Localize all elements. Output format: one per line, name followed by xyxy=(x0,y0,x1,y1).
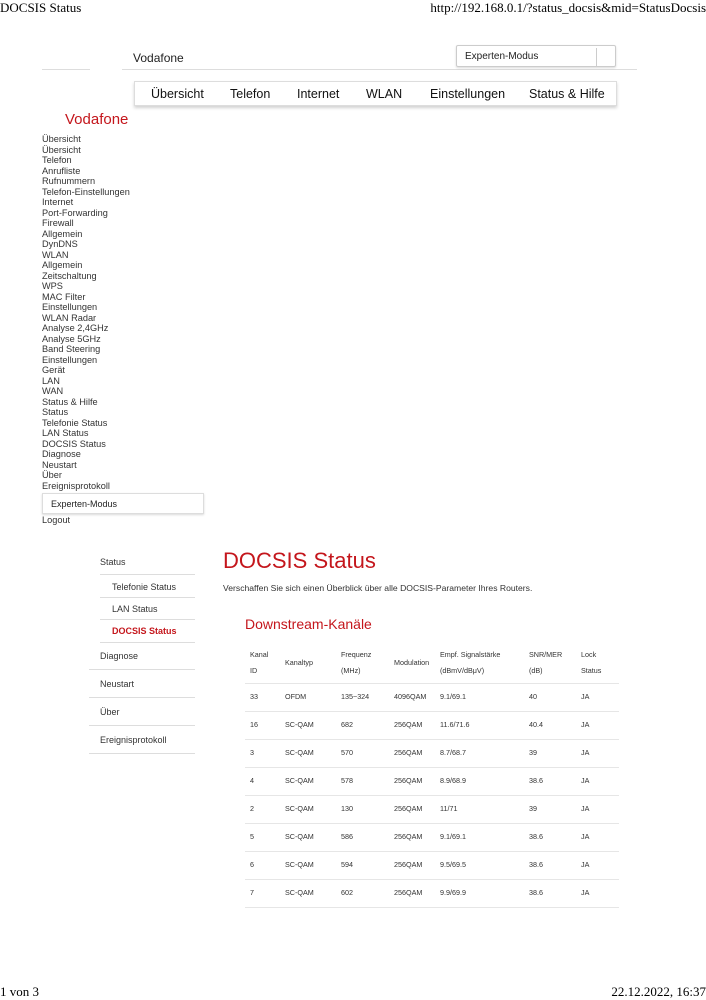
column-header-snr-mer xyxy=(529,647,562,679)
table-cell-kanal-id: 6 xyxy=(250,860,254,869)
subnav-divider xyxy=(100,642,195,643)
mode-select-value: Experten-Modus xyxy=(465,51,539,62)
page-description: Verschaffen Sie sich einen Überblick über alle DOCSIS-Parameter Ihres Routers. xyxy=(223,583,533,593)
subnav-neustart[interactable]: Neustart xyxy=(100,679,135,689)
nav-wlan[interactable]: WLAN xyxy=(366,87,403,101)
sidebar-item[interactable]: Übersicht xyxy=(42,144,81,155)
table-cell-snr-mer: 38.6 xyxy=(529,832,543,841)
table-row-divider xyxy=(245,795,619,796)
subnav-divider xyxy=(89,669,195,670)
table-cell-kanaltyp: OFDM xyxy=(285,692,307,701)
table-cell-lock-status: JA xyxy=(581,776,590,785)
table-row-divider xyxy=(245,739,619,740)
mode-select-divider xyxy=(596,48,597,66)
nav-internet[interactable]: Internet xyxy=(297,87,340,101)
column-header-kanaltyp xyxy=(285,655,313,671)
page-title: DOCSIS Status xyxy=(223,548,376,573)
sidebar-item[interactable]: Telefonie Status xyxy=(42,417,108,428)
table-row-divider xyxy=(245,907,619,908)
table-cell-signalstaerke: 8.9/68.9 xyxy=(440,776,466,785)
sidebar-item[interactable]: WAN xyxy=(42,386,64,396)
subnav-divider xyxy=(89,725,195,726)
print-url: http://192.168.0.1/?status_docsis&mid=StatusDocsis xyxy=(430,0,706,15)
sidebar-item[interactable]: WPS xyxy=(42,281,63,291)
subnav-divider xyxy=(89,753,195,754)
table-cell-lock-status: JA xyxy=(581,720,590,729)
column-header-line: Empf. Signalstärke xyxy=(440,650,501,659)
table-cell-lock-status: JA xyxy=(581,888,590,897)
table-cell-signalstaerke: 9.5/69.5 xyxy=(440,860,466,869)
print-page-title: DOCSIS Status xyxy=(0,0,82,15)
table-row-divider xyxy=(245,879,619,880)
sidebar-item[interactable]: Status xyxy=(42,407,69,417)
column-header-line: (dB) xyxy=(529,666,543,675)
column-header-modulation xyxy=(394,655,429,671)
table-cell-signalstaerke: 11/71 xyxy=(440,804,458,813)
subnav-diagnose[interactable]: Diagnose xyxy=(100,651,139,661)
sidebar-item[interactable]: Firewall xyxy=(42,218,74,228)
column-header-line: (dBmV/dBμV) xyxy=(440,666,485,675)
column-header-line: Kanal xyxy=(250,650,269,659)
table-cell-frequenz: 602 xyxy=(341,888,353,897)
table-cell-modulation: 256QAM xyxy=(394,776,423,785)
table-row-divider xyxy=(245,711,619,712)
table-cell-lock-status: JA xyxy=(581,832,590,841)
table-cell-signalstaerke: 11.6/71.6 xyxy=(440,720,470,729)
column-header-line: SNR/MER xyxy=(529,650,563,659)
sidebar-item[interactable]: Rufnummern xyxy=(42,176,96,186)
table-cell-lock-status: JA xyxy=(581,692,590,701)
sidebar-item[interactable]: LAN xyxy=(42,375,60,386)
sidebar-item[interactable]: Einstellungen xyxy=(42,354,98,365)
sidebar-item[interactable]: Ereignisprotokoll xyxy=(42,480,110,491)
table-cell-frequenz: 135~324 xyxy=(341,692,370,701)
table-cell-signalstaerke: 9.1/69.1 xyxy=(440,832,466,841)
column-header-line: (MHz) xyxy=(341,666,361,675)
table-cell-frequenz: 570 xyxy=(341,748,353,757)
logout-link[interactable]: Logout xyxy=(42,515,71,525)
table-cell-modulation: 256QAM xyxy=(394,832,423,841)
sidebar-item[interactable]: Übersicht xyxy=(42,134,81,144)
table-cell-signalstaerke: 9.1/69.1 xyxy=(440,692,466,701)
table-cell-snr-mer: 38.6 xyxy=(529,776,543,785)
table-cell-modulation: 256QAM xyxy=(394,888,423,897)
column-header-signalstaerke xyxy=(440,647,500,679)
table-cell-kanal-id: 3 xyxy=(250,748,254,757)
column-header-line: Frequenz xyxy=(341,650,372,659)
nav-einstellungen[interactable]: Einstellungen xyxy=(430,87,506,101)
table-cell-kanal-id: 4 xyxy=(250,776,254,785)
nav-status-hilfe[interactable]: Status & Hilfe xyxy=(529,87,605,101)
sidebar-item[interactable]: Zeitschaltung xyxy=(42,270,97,281)
sidebar-item[interactable]: Gerät xyxy=(42,365,65,375)
sidebar-item[interactable]: Internet xyxy=(42,197,74,207)
table-cell-frequenz: 682 xyxy=(341,720,353,729)
print-datetime: 22.12.2022, 16:37 xyxy=(611,984,706,999)
header-divider-left xyxy=(42,69,90,70)
sidebar-item[interactable]: MAC Filter xyxy=(42,291,86,302)
table-cell-modulation: 256QAM xyxy=(394,804,423,813)
table-cell-modulation: 256QAM xyxy=(394,860,423,869)
table-cell-modulation: 4096QAM xyxy=(394,692,427,701)
table-cell-kanaltyp: SC-QAM xyxy=(285,832,314,841)
table-cell-frequenz: 130 xyxy=(341,804,353,813)
sidebar-mode-select[interactable]: Experten-Modus xyxy=(42,493,204,514)
subnav-ereignisprotokoll[interactable]: Ereignisprotokoll xyxy=(100,735,167,745)
column-header-kanal-id xyxy=(250,647,268,679)
table-row-divider xyxy=(245,767,619,768)
table-cell-kanaltyp: SC-QAM xyxy=(285,776,314,785)
table-cell-snr-mer: 38.6 xyxy=(529,860,543,869)
sidebar-item[interactable]: Analyse 2,4GHz xyxy=(42,323,109,333)
table-cell-kanal-id: 7 xyxy=(250,888,254,897)
print-page-number: 1 von 3 xyxy=(0,984,39,999)
table-cell-frequenz: 586 xyxy=(341,832,353,841)
table-cell-kanaltyp: SC-QAM xyxy=(285,748,314,757)
table-header-divider xyxy=(245,683,619,684)
sidebar-item[interactable]: WLAN Radar xyxy=(42,312,97,323)
sidebar-brand: Vodafone xyxy=(65,111,129,128)
subnav-divider xyxy=(100,574,195,575)
sidebar-item[interactable]: Über xyxy=(42,470,62,480)
table-cell-kanal-id: 16 xyxy=(250,720,258,729)
table-cell-frequenz: 578 xyxy=(341,776,353,785)
sidebar-item[interactable]: Allgemein xyxy=(42,260,83,270)
column-header-line: Modulation xyxy=(394,658,430,667)
sidebar-item[interactable]: Allgemein xyxy=(42,228,83,239)
table-cell-lock-status: JA xyxy=(581,804,590,813)
column-header-line: Kanaltyp xyxy=(285,658,313,667)
table-cell-signalstaerke: 8.7/68.7 xyxy=(440,748,466,757)
sidebar-item[interactable]: Port-Forwarding xyxy=(42,207,108,218)
column-header-line: ID xyxy=(250,666,258,675)
table-row-divider xyxy=(245,851,619,852)
table-cell-snr-mer: 39 xyxy=(529,748,537,757)
sidebar-item[interactable]: Band Steering xyxy=(42,344,101,354)
column-header-line: Status xyxy=(581,666,602,675)
section-title-downstream: Downstream-Kanäle xyxy=(245,616,372,632)
sidebar-item[interactable]: Telefon xyxy=(42,155,72,165)
mode-select[interactable] xyxy=(456,45,616,67)
header-brand: Vodafone xyxy=(133,51,184,65)
subnav-docsis-status[interactable]: DOCSIS Status xyxy=(112,626,177,636)
table-cell-signalstaerke: 9.9/69.9 xyxy=(440,888,466,897)
subnav-ueber[interactable]: Über xyxy=(100,707,120,717)
main-navigation xyxy=(134,81,617,106)
sidebar-item[interactable]: Diagnose xyxy=(42,449,81,459)
sidebar-item[interactable]: Telefon-Einstellungen xyxy=(42,186,130,197)
column-header-lock-status xyxy=(581,647,601,679)
column-header-line: Lock xyxy=(581,650,597,659)
table-cell-modulation: 256QAM xyxy=(394,720,423,729)
table-cell-snr-mer: 40.4 xyxy=(529,720,543,729)
sidebar-item[interactable]: Analyse 5GHz xyxy=(42,333,101,344)
table-cell-kanaltyp: SC-QAM xyxy=(285,804,314,813)
sidebar-item[interactable]: DOCSIS Status xyxy=(42,438,106,449)
table-cell-modulation: 256QAM xyxy=(394,748,423,757)
table-cell-kanaltyp: SC-QAM xyxy=(285,720,314,729)
sidebar-item[interactable]: Anrufliste xyxy=(42,165,81,176)
table-cell-kanal-id: 33 xyxy=(250,692,258,701)
sidebar-item[interactable]: WLAN xyxy=(42,249,69,260)
subnav-telefonie-status[interactable]: Telefonie Status xyxy=(112,582,177,592)
table-cell-kanal-id: 5 xyxy=(250,832,254,841)
table-cell-snr-mer: 39 xyxy=(529,804,537,813)
header-divider xyxy=(122,69,637,70)
subnav-lan-status[interactable]: LAN Status xyxy=(112,604,158,614)
sidebar-item[interactable]: Status & Hilfe xyxy=(42,396,98,407)
subnav-status[interactable]: Status xyxy=(100,557,126,567)
sidebar-item[interactable]: LAN Status xyxy=(42,428,89,438)
table-cell-kanaltyp: SC-QAM xyxy=(285,860,314,869)
table-cell-snr-mer: 38.6 xyxy=(529,888,543,897)
table-cell-lock-status: JA xyxy=(581,860,590,869)
table-row-divider xyxy=(245,823,619,824)
sidebar-item[interactable]: Neustart xyxy=(42,459,77,470)
sidebar-item[interactable]: Einstellungen xyxy=(42,302,98,312)
table-cell-kanal-id: 2 xyxy=(250,804,254,813)
nav-uebersicht[interactable]: Übersicht xyxy=(151,87,204,101)
table-cell-kanaltyp: SC-QAM xyxy=(285,888,314,897)
nav-telefon[interactable]: Telefon xyxy=(230,87,271,101)
subnav-divider xyxy=(100,619,195,620)
sidebar-menu xyxy=(42,134,130,491)
sidebar-item[interactable]: DynDNS xyxy=(42,239,78,249)
table-cell-snr-mer: 40 xyxy=(529,692,537,701)
table-cell-lock-status: JA xyxy=(581,748,590,757)
column-header-frequenz xyxy=(341,647,371,679)
subnav-divider xyxy=(100,597,195,598)
table-cell-frequenz: 594 xyxy=(341,860,353,869)
subnav-divider xyxy=(89,697,195,698)
